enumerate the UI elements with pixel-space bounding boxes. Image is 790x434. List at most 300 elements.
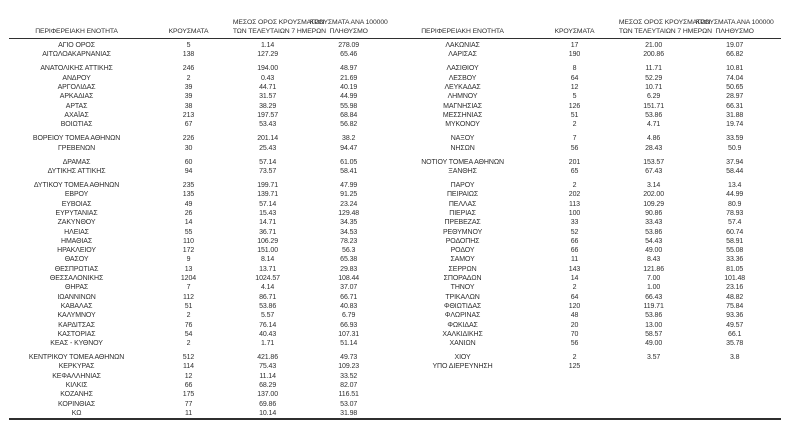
per100k-value: 81.05 <box>726 265 744 273</box>
avg7-value: 28.43 <box>645 144 663 152</box>
avg7-value: 4.14 <box>260 284 275 292</box>
per100k-value: 101.48 <box>724 275 746 283</box>
cases-value: 126 <box>568 102 581 110</box>
per100k-value: 44.99 <box>726 191 744 199</box>
region-name: ΠΑΡΟΥ <box>450 182 475 190</box>
cases-value: 246 <box>182 65 195 73</box>
table-row <box>395 237 781 246</box>
regional-cases-report-table <box>9 6 781 420</box>
table-row <box>395 50 781 59</box>
table-row <box>395 228 781 237</box>
avg7-value: 69.86 <box>259 400 277 408</box>
avg7-value: 10.71 <box>645 83 663 91</box>
per100k-value: 40.19 <box>340 83 358 91</box>
table-row <box>9 381 395 390</box>
per100k-value: 19.07 <box>726 42 744 49</box>
per100k-value: 29.83 <box>340 265 358 273</box>
avg7-value: 58.57 <box>645 330 663 338</box>
per100k-value: 44.99 <box>340 93 358 101</box>
table-row <box>9 302 395 311</box>
avg7-value: 90.86 <box>645 209 663 217</box>
cases-value: 64 <box>570 293 579 301</box>
per100k-value: 68.84 <box>340 111 358 119</box>
region-name: ΧΑΛΚΙΔΙΚΗΣ <box>442 330 483 338</box>
avg7-value: 86.71 <box>259 293 277 301</box>
avg7-value: 25.43 <box>259 144 277 152</box>
table-row <box>9 390 395 399</box>
cases-value: 8 <box>572 65 577 73</box>
region-name: ΑΡΤΑΣ <box>65 102 88 110</box>
table-row <box>9 255 395 264</box>
avg7-value: 13.00 <box>645 321 663 329</box>
cases-value: 30 <box>184 144 193 152</box>
region-name: ΜΑΓΝΗΣΙΑΣ <box>443 102 482 110</box>
cases-value: 56 <box>570 144 579 152</box>
table-row <box>9 120 395 129</box>
avg7-value: 197.57 <box>257 111 279 119</box>
avg7-value: 68.29 <box>259 382 277 390</box>
avg7-value: 15.43 <box>259 209 277 217</box>
cases-value: 202 <box>568 191 581 199</box>
region-name: ΦΛΩΡΙΝΑΣ <box>444 312 481 320</box>
cases-value: 65 <box>570 167 579 175</box>
table-row <box>9 321 395 330</box>
avg7-value: 8.14 <box>260 256 275 264</box>
per100k-value: 74.04 <box>726 74 744 82</box>
table-row <box>395 111 781 120</box>
table-row <box>9 74 395 83</box>
region-name: ΗΡΑΚΛΕΙΟΥ <box>57 247 96 255</box>
region-name: ΒΟΙΩΤΙΑΣ <box>60 121 93 129</box>
table-row <box>9 274 395 283</box>
per100k-value: 108.44 <box>338 275 360 283</box>
table-row <box>9 311 395 320</box>
cases-value: 11 <box>184 409 193 417</box>
cases-value: 113 <box>569 200 580 208</box>
table-row <box>9 293 395 302</box>
per100k-value: 49.73 <box>340 354 358 362</box>
per100k-value: 56.3 <box>342 247 356 255</box>
cases-value: 55 <box>184 228 193 236</box>
region-name: ΠΡΕΒΕΖΑΣ <box>444 219 481 227</box>
cases-value: 512 <box>182 354 195 362</box>
avg7-value: 6.29 <box>646 93 661 101</box>
table-row <box>395 311 781 320</box>
per100k-value: 50.65 <box>726 83 744 91</box>
table-row <box>9 134 395 143</box>
cases-value: 7 <box>572 135 577 143</box>
per100k-value: 23.24 <box>340 200 358 208</box>
region-name: ΘΗΡΑΣ <box>64 284 89 292</box>
avg7-value: 73.57 <box>259 167 277 175</box>
avg7-value: 21.00 <box>645 42 663 49</box>
avg7-value: 75.43 <box>259 363 277 371</box>
per100k-value: 35.78 <box>726 340 744 348</box>
table-row <box>9 353 395 362</box>
per100k-value: 66.93 <box>340 321 358 329</box>
table-row <box>9 111 395 120</box>
per100k-value: 28.97 <box>726 93 744 101</box>
per100k-value: 278.09 <box>338 42 360 49</box>
per100k-value: 31.98 <box>340 409 358 417</box>
per100k-value <box>688 362 781 371</box>
avg7-value: 53.86 <box>645 312 663 320</box>
per100k-value: 66.31 <box>726 102 744 110</box>
table-row <box>395 167 781 176</box>
table-row <box>9 330 395 339</box>
cases-value: 100 <box>568 209 581 217</box>
header-row-left <box>9 6 395 39</box>
region-name: ΞΑΝΘΗΣ <box>448 167 477 175</box>
region-name: ΗΜΑΘΙΑΣ <box>61 237 93 245</box>
cases-value: 213 <box>182 111 195 119</box>
region-name: ΠΙΕΡΙΑΣ <box>449 209 476 217</box>
cases-value: 2 <box>572 284 577 292</box>
cases-value: 48 <box>570 312 579 320</box>
avg7-value: 57.14 <box>259 200 277 208</box>
per100k-value: 10.81 <box>726 65 744 73</box>
cases-value: 2 <box>186 74 191 82</box>
table-row <box>9 158 395 167</box>
cases-value: 110 <box>183 237 194 245</box>
table-row <box>9 64 395 73</box>
avg7-value: 200.86 <box>643 51 665 59</box>
column-header-avg7: ΜΕΣΟΣ ΟΡΟΣ ΚΡΟΥΣΜΑΤΩΝ ΤΩΝ ΤΕΛΕΥΤΑΙΩΝ 7 ΗΜΕΡΩΝ <box>619 6 688 39</box>
avg7-value: 1024.57 <box>255 275 280 283</box>
avg7-value <box>619 362 688 371</box>
table-row <box>9 181 395 190</box>
region-name: ΘΑΣΟΥ <box>64 256 89 264</box>
region-name: ΡΕΘΥΜΝΟΥ <box>442 228 483 236</box>
table-row <box>9 83 395 92</box>
avg7-value: 67.43 <box>645 167 663 175</box>
per100k-value: 19.74 <box>726 121 744 129</box>
table-row <box>395 362 781 371</box>
region-name: ΑΡΓΟΛΙΔΑΣ <box>57 83 96 91</box>
cases-value: 9 <box>186 256 191 264</box>
cases-value: 14 <box>570 275 579 283</box>
per100k-value: 56.82 <box>340 121 358 129</box>
region-name: ΛΕΣΒΟΥ <box>448 74 477 82</box>
region-name: ΑΓΙΟ ΟΡΟΣ <box>58 42 95 49</box>
table-row <box>395 293 781 302</box>
cases-value: 38 <box>184 102 193 110</box>
table-row <box>395 283 781 292</box>
per100k-value: 37.07 <box>340 284 358 292</box>
region-name: ΚΕΝΤΡΙΚΟΥ ΤΟΜΕΑ ΑΘΗΝΩΝ <box>28 354 125 362</box>
region-name: ΝΗΣΩΝ <box>450 144 475 152</box>
per100k-value: 65.46 <box>340 51 358 59</box>
avg7-value: 8.43 <box>646 256 661 264</box>
per100k-value: 93.36 <box>726 312 744 320</box>
cases-value: 12 <box>184 372 193 380</box>
region-name: ΜΥΚΟΝΟΥ <box>445 121 480 129</box>
per100k-value: 55.08 <box>726 247 744 255</box>
table-row <box>9 209 395 218</box>
region-name: ΠΕΙΡΑΙΩΣ <box>446 191 479 199</box>
table-row <box>9 265 395 274</box>
cases-value: 2 <box>186 340 191 348</box>
region-name: ΚΕΑΣ - ΚΥΘΝΟΥ <box>50 340 103 348</box>
region-name: ΣΠΟΡΑΔΩΝ <box>443 275 482 283</box>
avg7-value: 11.14 <box>259 372 276 380</box>
region-name: ΔΥΤΙΚΗΣ ΑΤΤΙΚΗΣ <box>47 167 106 175</box>
region-name: ΚΑΡΔΙΤΣΑΣ <box>58 321 95 329</box>
avg7-value: 121.86 <box>643 265 665 273</box>
cases-value: 39 <box>184 93 193 101</box>
avg7-value: 119.71 <box>643 302 664 310</box>
avg7-value: 194.00 <box>257 65 279 73</box>
avg7-value: 52.29 <box>645 74 663 82</box>
region-name: ΖΑΚΥΝΘΟΥ <box>57 219 96 227</box>
table-row <box>9 39 395 51</box>
region-name: ΤΡΙΚΑΛΩΝ <box>445 293 480 301</box>
region-name: ΘΕΣΠΡΩΤΙΑΣ <box>54 265 99 273</box>
avg7-value: 54.43 <box>645 237 663 245</box>
avg7-value: 31.57 <box>259 93 277 101</box>
cases-value: 94 <box>184 167 193 175</box>
avg7-value: 127.29 <box>257 51 279 59</box>
table-row <box>9 362 395 371</box>
per100k-value: 66.71 <box>340 293 358 301</box>
cases-value: 11 <box>570 256 579 264</box>
region-name: ΚΕΡΚΥΡΑΣ <box>58 363 95 371</box>
per100k-value: 55.98 <box>340 102 358 110</box>
table-row <box>9 50 395 59</box>
per100k-value: 78.93 <box>726 209 744 217</box>
avg7-value: 3.57 <box>646 354 661 362</box>
region-name: ΑΧΑΪΑΣ <box>64 111 89 119</box>
table-row <box>395 92 781 101</box>
per100k-value: 94.47 <box>340 144 358 152</box>
region-name: ΣΑΜΟΥ <box>450 256 475 264</box>
per100k-value: 109.23 <box>338 363 360 371</box>
avg7-value: 57.14 <box>259 158 277 166</box>
avg7-value: 53.86 <box>259 302 277 310</box>
per100k-value: 49.57 <box>726 321 744 329</box>
cases-value: 66 <box>184 382 193 390</box>
table-row <box>395 330 781 339</box>
table-row <box>395 39 781 51</box>
table-row <box>9 339 395 348</box>
per100k-value: 78.23 <box>340 237 358 245</box>
table-row <box>9 167 395 176</box>
avg7-value: 53.86 <box>645 111 663 119</box>
cases-value: 52 <box>570 228 579 236</box>
region-name: ΦΩΚΙΔΑΣ <box>447 321 478 329</box>
table-row <box>395 321 781 330</box>
cases-value: 56 <box>570 340 579 348</box>
region-name: ΠΕΛΛΑΣ <box>448 200 477 208</box>
cases-value: 33 <box>570 219 579 227</box>
cases-value: 67 <box>184 121 193 129</box>
avg7-value: 11.71 <box>645 65 662 73</box>
avg7-value: 151.00 <box>257 247 279 255</box>
cases-value: 77 <box>184 400 193 408</box>
per100k-value: 129.48 <box>338 209 360 217</box>
region-name: ΑΝΑΤΟΛΙΚΗΣ ΑΤΤΙΚΗΣ <box>40 65 113 73</box>
per100k-value: 91.25 <box>340 191 358 199</box>
per100k-value: 31.88 <box>726 111 744 119</box>
avg7-value: 76.14 <box>259 321 277 329</box>
column-header-avg7: ΜΕΣΟΣ ΟΡΟΣ ΚΡΟΥΣΜΑΤΩΝ ΤΩΝ ΤΕΛΕΥΤΑΙΩΝ 7 ΗΜΕΡΩΝ <box>233 6 302 39</box>
avg7-value: 139.71 <box>257 191 279 199</box>
cases-value: 2 <box>572 182 577 190</box>
avg7-value: 3.14 <box>646 182 661 190</box>
per100k-value: 33.59 <box>726 135 744 143</box>
per100k-value: 61.05 <box>340 158 358 166</box>
region-name: ΧΙΟΥ <box>454 354 471 362</box>
avg7-value: 10.14 <box>259 409 277 417</box>
cases-value: 12 <box>570 83 579 91</box>
per100k-value: 48.97 <box>340 65 358 73</box>
per100k-value: 66.82 <box>726 51 744 59</box>
avg7-value: 421.86 <box>257 354 279 362</box>
table-row <box>9 228 395 237</box>
table-row <box>395 74 781 83</box>
cases-value: 120 <box>568 302 581 310</box>
region-name: ΝΟΤΙΟΥ ΤΟΜΕΑ ΑΘΗΝΩΝ <box>421 158 504 166</box>
region-name: ΑΡΚΑΔΙΑΣ <box>59 93 94 101</box>
per100k-value: 58.91 <box>726 237 744 245</box>
cases-value: 14 <box>184 219 193 227</box>
region-name: ΘΕΣΣΑΛΟΝΙΚΗΣ <box>49 275 104 283</box>
avg7-value: 106.29 <box>257 237 279 245</box>
cases-value: 7 <box>186 284 191 292</box>
regional-table-left <box>9 6 395 418</box>
avg7-value: 109.29 <box>643 200 665 208</box>
cases-value: 66 <box>570 247 579 255</box>
cases-value: 76 <box>184 321 193 329</box>
region-name: ΒΟΡΕΙΟΥ ΤΟΜΕΑ ΑΘΗΝΩΝ <box>32 135 121 143</box>
per100k-value: 65.38 <box>340 256 358 264</box>
avg7-value: 202.00 <box>643 191 665 199</box>
region-name: ΤΗΝΟΥ <box>450 284 475 292</box>
table-row <box>395 181 781 190</box>
table-row <box>395 134 781 143</box>
avg7-value: 53.43 <box>259 121 277 129</box>
table-row <box>9 409 395 418</box>
table-row <box>395 83 781 92</box>
table-row <box>9 246 395 255</box>
cases-value: 5 <box>572 93 577 101</box>
per100k-value: 75.84 <box>726 302 744 310</box>
avg7-value: 7.00 <box>646 275 661 283</box>
per100k-value: 57.4 <box>728 219 742 227</box>
avg7-value: 53.86 <box>645 228 663 236</box>
tables-row <box>9 6 781 418</box>
table-row <box>9 237 395 246</box>
region-name: ΛΗΜΝΟΥ <box>447 93 478 101</box>
cases-value: 39 <box>184 83 193 91</box>
region-name: ΓΡΕΒΕΝΩΝ <box>58 144 96 152</box>
header-row-right <box>395 6 781 39</box>
cases-value: 2 <box>186 312 191 320</box>
per100k-value: 6.79 <box>342 312 356 320</box>
per100k-value: 40.83 <box>340 302 358 310</box>
avg7-value: 0.43 <box>260 74 275 82</box>
avg7-value: 49.00 <box>645 247 663 255</box>
column-header-region: ΠΕΡΙΦΕΡΕΙΑΚΗ ΕΝΟΤΗΤΑ <box>395 6 530 39</box>
cases-value: 172 <box>182 247 195 255</box>
cases-value: 70 <box>570 330 579 338</box>
avg7-value: 33.43 <box>645 219 663 227</box>
avg7-value: 36.71 <box>259 228 277 236</box>
region-name: ΡΟΔΟΥ <box>450 247 475 255</box>
table-row <box>9 144 395 153</box>
cases-value: 66 <box>570 237 579 245</box>
region-name: ΧΑΝΙΩΝ <box>449 340 476 348</box>
table-row <box>9 283 395 292</box>
avg7-value: 199.71 <box>257 182 279 190</box>
column-header-per100k: ΚΡΟΥΣΜΑΤΑ ΑΝΑ 100000 ΠΛΗΘΥΣΜΟ <box>688 6 781 39</box>
region-name: ΚΩ <box>71 409 82 417</box>
cases-value: 60 <box>184 158 193 166</box>
region-name: ΛΑΣΙΘΙΟΥ <box>446 65 479 73</box>
table-row <box>395 144 781 153</box>
region-name: ΜΕΣΣΗΝΙΑΣ <box>442 111 483 119</box>
table-row <box>9 190 395 199</box>
cases-value: 190 <box>568 51 581 59</box>
cases-value: 5 <box>186 42 191 49</box>
table-row <box>395 353 781 362</box>
avg7-value: 153.57 <box>643 158 665 166</box>
table-row <box>395 246 781 255</box>
cases-value: 26 <box>184 209 193 217</box>
table-row <box>9 92 395 101</box>
avg7-value: 5.57 <box>260 312 275 320</box>
per100k-value: 58.44 <box>726 167 744 175</box>
per100k-value: 116.51 <box>338 391 359 399</box>
cases-value: 54 <box>184 330 193 338</box>
cases-value: 201 <box>568 158 581 166</box>
avg7-value: 1.14 <box>260 42 275 49</box>
avg7-value: 40.43 <box>259 330 277 338</box>
column-header-region: ΠΕΡΙΦΕΡΕΙΑΚΗ ΕΝΟΤΗΤΑ <box>9 6 144 39</box>
region-name: ΛΑΡΙΣΑΣ <box>448 51 477 59</box>
cases-value: 49 <box>184 200 193 208</box>
region-name: ΕΒΡΟΥ <box>64 191 89 199</box>
avg7-value: 137.00 <box>257 391 279 399</box>
avg7-value: 38.29 <box>259 102 277 110</box>
avg7-value: 66.43 <box>645 293 663 301</box>
per100k-value: 82.07 <box>340 382 358 390</box>
per100k-value: 34.35 <box>340 219 358 227</box>
cases-value: 235 <box>182 182 195 190</box>
region-name: ΚΟΖΑΝΗΣ <box>60 391 93 399</box>
cases-value: 125 <box>568 363 581 371</box>
table-row <box>395 274 781 283</box>
region-name: ΣΕΡΡΩΝ <box>448 265 477 273</box>
cases-value: 51 <box>184 302 193 310</box>
region-name: ΔΥΤΙΚΟΥ ΤΟΜΕΑ ΑΘΗΝΩΝ <box>33 182 120 190</box>
avg7-value: 4.86 <box>646 135 661 143</box>
region-name: ΚΕΦΑΛΛΗΝΙΑΣ <box>52 372 101 380</box>
table-row <box>395 218 781 227</box>
per100k-value: 47.99 <box>340 182 358 190</box>
region-name: ΚΙΛΚΙΣ <box>65 382 88 390</box>
avg7-value: 13.71 <box>259 265 277 273</box>
cases-value: 135 <box>182 191 195 199</box>
region-name: ΑΝΔΡΟΥ <box>62 74 91 82</box>
region-name: ΛΑΚΩΝΙΑΣ <box>445 42 480 49</box>
region-name: ΙΩΑΝΝΙΝΩΝ <box>57 293 96 301</box>
region-name: ΔΡΑΜΑΣ <box>62 158 91 166</box>
per100k-value: 33.52 <box>340 372 358 380</box>
cases-value: 1204 <box>180 275 197 283</box>
per100k-value: 13.4 <box>728 182 742 190</box>
per100k-value: 21.69 <box>340 74 358 82</box>
